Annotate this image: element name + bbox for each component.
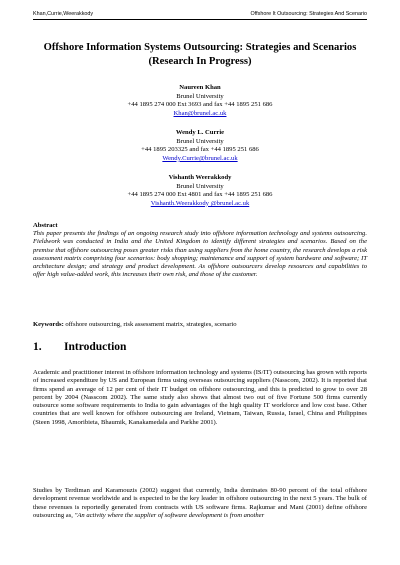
section-heading <box>33 340 367 354</box>
author-phone: +44 1895 203325 and fax +44 1895 251 686 <box>141 146 259 154</box>
quote-text: "An activity where the supplier of software development is from another <box>74 511 265 519</box>
author-phone: +44 1895 274 000 Ext 3693 and fax +44 1895 251 686 <box>127 101 273 109</box>
header-authors: Khan,Currie,Weerakkody <box>33 11 94 17</box>
abstract-heading: Abstract <box>33 222 58 229</box>
paragraph-text: Studies by Terdiman and Karamouzis (2002) suggest that currently, India dominates 80-90 percent of the total offshore development revenue worldwide and is expected to be the key leader in offshore outsourcing in the next 5 years. The bulk of these revenues is reportedly generated from contracts with US software firms. Rajkumar and Mani (2001) define offshore outsourcing as, <box>33 487 367 519</box>
keywords-label: Keywords: <box>33 321 64 328</box>
abstract <box>33 222 367 279</box>
author-email-link[interactable]: Wendy.Currie@brunel.ac.uk <box>162 154 238 162</box>
author-email-link[interactable]: Vishanth.Weerakkody @brunel.ac.uk <box>150 199 250 207</box>
author-affiliation: Brunel University <box>176 137 224 145</box>
keywords <box>33 321 367 329</box>
body-paragraph: Academic and practitioner interest in offshore information technology and systems (IS/IT) outsourcing has grown with reports of increased expenditure by US and European firms using overseas outsourcing suppliers (Nasscom, 2002). It is reported that firms spend an average of 12 per cent of their IT budget on offshore outsourcing, and this is predicted to grow to over 28 percent by 2004 (Nasscom 2002). The same study also shows that almost two out of five Fortune 500 firms currently outsource some software requirements to India to gain advantages of the high quality IT workforce and low cost base. Other countries that are well known for offshore outsourcing are Ireland, Vietnam, Taiwan, Russia, Israel, China and Philippines (Steen 1998, Amoribieta, Bhaumik, Kanakamedala and Parkhe 2001). <box>33 369 367 426</box>
body-paragraph <box>33 487 367 520</box>
author-phone: +44 1895 274 000 Ext 4801 and fax +44 1895 251 686 <box>127 191 273 199</box>
running-header <box>33 11 367 20</box>
section-title: Introduction <box>64 341 127 353</box>
keywords-text: offshore outsourcing, risk assessment matrix, strategies, scenario <box>63 321 237 328</box>
section-number: 1. <box>33 341 42 353</box>
author-email-link[interactable]: Khan@brunel.ac.uk <box>173 109 227 117</box>
author-name: Wendy L. Currie <box>175 129 225 136</box>
author-name: Vishanth Weerakkody <box>168 174 232 181</box>
author-block <box>40 84 360 118</box>
abstract-text: This paper presents the findings of an ongoing research study into offshore information technology and systems outsourcing. Fieldwork was conducted in India and the United Kingdom to identify different strategies and scenarios. Based on the premise that offshore outsourcing poses greater risks than using suppliers from the home country, the research develops a risk assessment matrix comprising four scenarios: body shopping; maintenance and support of system hardware and software; IT architecture design; and strategy and product development. As offshore outsourcers develop resources and capabilities to offer high value-added work, this increases their own risk, and those of the customer. <box>33 230 367 279</box>
author-affiliation: Brunel University <box>176 92 224 100</box>
author-affiliation: Brunel University <box>176 182 224 190</box>
author-name: Naureen Khan <box>179 84 221 91</box>
author-block <box>40 174 360 208</box>
paper-title: Offshore Information Systems Outsourcing: Strategies and Scenarios (Research In Progress) <box>43 42 357 67</box>
header-short-title: Offshore It Outsourcing: Strategies And Scenario <box>250 11 367 17</box>
author-block <box>40 129 360 163</box>
